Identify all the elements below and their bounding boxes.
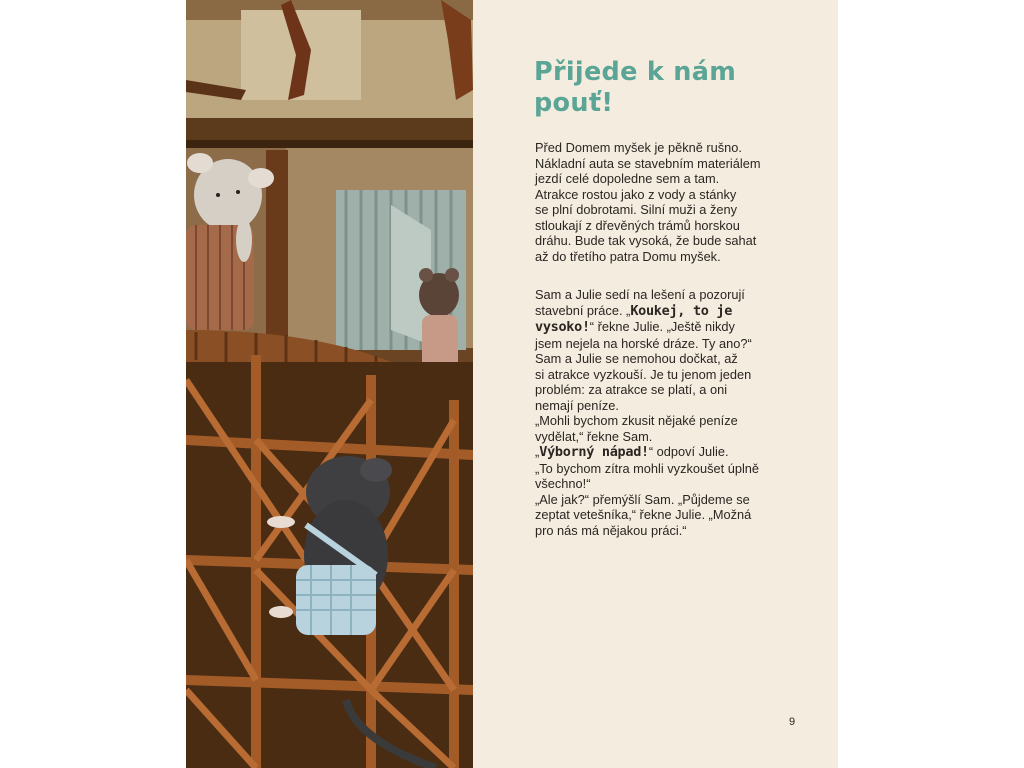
text-line: jsem nejela na horské dráze. Ty ano?“ — [535, 335, 752, 351]
text-line: Atrakce rostou jako z vody a stánky — [535, 186, 737, 202]
text-line: pro nás má nějakou práci.“ — [535, 522, 687, 538]
text-line — [535, 303, 775, 320]
paragraph-2 — [535, 287, 775, 538]
scene-svg — [186, 0, 473, 768]
text-line: se plní dobrotami. Silní muži a ženy — [535, 202, 738, 217]
text-line: problém: za atrakce se platí, a oni — [535, 382, 728, 397]
exclamation-text: Koukej, to je — [630, 302, 733, 319]
text-run: „ — [535, 444, 540, 459]
text-line: „Mohli bychom zkusit nějaké peníze — [535, 413, 738, 428]
text-line: až do třetího patra Domu myšek. — [535, 248, 721, 264]
title-line-2: pouť! — [534, 88, 614, 118]
text-run: “ řekne Julie. „Ještě nikdy — [589, 319, 735, 334]
page-title — [534, 57, 814, 119]
exclamation-text: Výborný nápad! — [539, 444, 649, 460]
text-line: stloukají z dřevěných trámů horskou — [535, 217, 740, 233]
text-line: zeptat vetešníka,“ řekne Julie. „Možná — [535, 507, 752, 522]
text-run: “ odpoví Julie. — [648, 444, 729, 459]
text-line: vydělat,“ řekne Sam. — [535, 428, 653, 444]
floor-shadow — [186, 140, 473, 148]
text-line: nemají peníze. — [535, 397, 619, 413]
text-line — [535, 319, 775, 336]
text-line: Před Domem myšek je pěkně rušno. — [535, 140, 742, 155]
small-brown-mouse — [419, 268, 459, 370]
text-line: všechno!“ — [535, 476, 591, 491]
text-line: Nákladní auta se stavebním materiálem — [535, 155, 761, 171]
text-line: jezdí celé dopoledne sem a tam. — [535, 171, 720, 186]
text-run: stavební práce. „ — [535, 302, 631, 318]
text-line: Sam a Julie se nemohou dočkat, až — [535, 351, 738, 366]
text-line: dráhu. Bude tak vysoká, že bude sahat — [535, 233, 757, 248]
text-line — [535, 444, 775, 461]
page-number: 9 — [789, 716, 796, 728]
exclamation-text: vysoko! — [535, 319, 590, 335]
text-line: „Ale jak?“ přemýšlí Sam. „Půjdeme se — [535, 491, 750, 507]
title-line-1: Přijede k nám — [534, 57, 737, 87]
text-line: „To bychom zítra mohli vyzkoušet úplně — [535, 460, 760, 476]
paragraph-1 — [535, 140, 775, 264]
text-line: Sam a Julie sedí na lešení a pozorují — [535, 287, 745, 302]
text-line: si atrakce vyzkouší. Je tu jenom jeden — [535, 366, 752, 382]
illustration-photo — [186, 0, 473, 768]
